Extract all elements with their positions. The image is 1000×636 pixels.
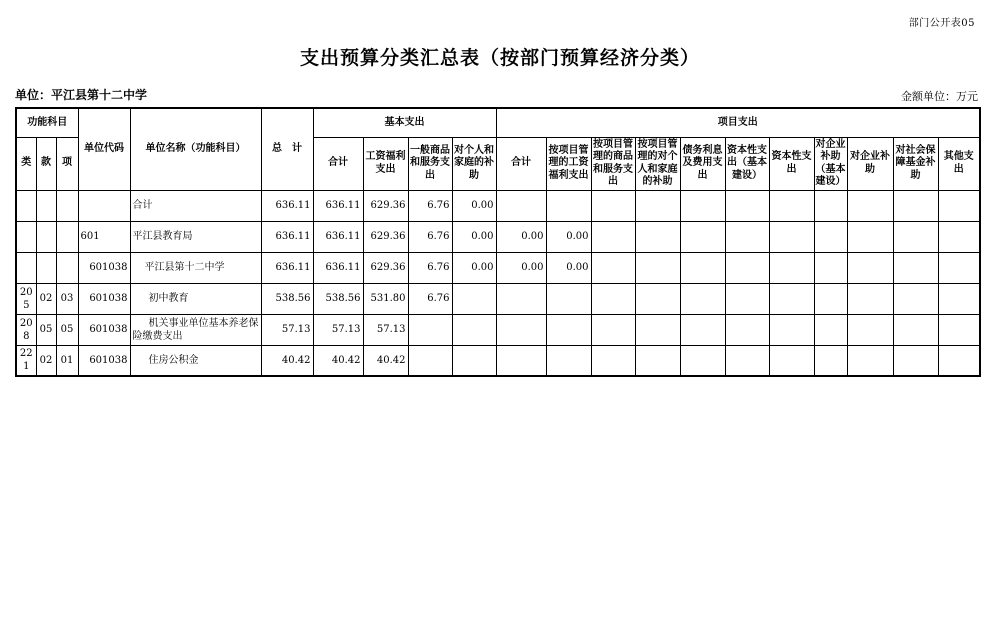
amount-unit-label: 金额单位：万元 <box>901 90 978 103</box>
unit-name-cell: 机关事业单位基本养老保险缴费支出 <box>130 314 261 345</box>
value-cell <box>680 283 725 314</box>
value-cell <box>769 221 814 252</box>
value-cell <box>591 190 635 221</box>
class-cell <box>16 221 36 252</box>
col-header-project-individual-family: 按项目管理的对个人和家庭的补助 <box>635 137 680 190</box>
value-cell <box>725 252 769 283</box>
value-cell <box>769 345 814 376</box>
form-number-note: 部门公开表05 <box>908 18 975 29</box>
unit-name-cell: 住房公积金 <box>130 345 261 376</box>
col-group-functional-subject: 功能科目 <box>16 108 78 137</box>
col-header-project-wages-welfare: 按项目管理的工资福利支出 <box>546 137 591 190</box>
col-header-debt-interest-fees: 债务利息及费用支出 <box>680 137 725 190</box>
value-cell <box>893 190 938 221</box>
value-cell <box>847 190 893 221</box>
value-cell <box>680 314 725 345</box>
value-cell <box>496 283 546 314</box>
unit-name-cell: 初中教育 <box>130 283 261 314</box>
value-cell: 629.36 <box>363 190 408 221</box>
value-cell <box>847 345 893 376</box>
value-cell: 636.11 <box>261 190 313 221</box>
value-cell: 0.00 <box>496 252 546 283</box>
table-row <box>16 252 980 283</box>
col-group-project-expenditure: 项目支出 <box>496 108 980 137</box>
clause-cell: 02 <box>36 345 56 376</box>
value-cell <box>591 221 635 252</box>
unit-code-cell: 601038 <box>78 252 130 283</box>
unit-code-cell: 601038 <box>78 283 130 314</box>
col-header-project-subtotal: 合计 <box>496 137 546 190</box>
value-cell <box>635 283 680 314</box>
value-cell <box>814 314 847 345</box>
item-cell: 01 <box>56 345 78 376</box>
value-cell: 0.00 <box>546 252 591 283</box>
col-header-class: 类 <box>16 137 36 190</box>
value-cell <box>408 314 452 345</box>
value-cell <box>725 190 769 221</box>
value-cell <box>893 314 938 345</box>
value-cell <box>938 221 980 252</box>
value-cell <box>546 283 591 314</box>
value-cell <box>680 252 725 283</box>
header-group-row <box>16 108 980 137</box>
value-cell <box>452 345 496 376</box>
value-cell: 40.42 <box>313 345 363 376</box>
col-header-enterprise-subsidy-basic-construction: 对企业补助（基本建设） <box>814 137 847 190</box>
value-cell <box>893 252 938 283</box>
value-cell <box>814 221 847 252</box>
col-header-project-goods-services: 按项目管理的商品和服务支出 <box>591 137 635 190</box>
value-cell <box>496 314 546 345</box>
value-cell <box>769 190 814 221</box>
value-cell <box>893 221 938 252</box>
value-cell <box>769 283 814 314</box>
page-title: 支出预算分类汇总表（按部门预算经济分类） <box>299 47 700 69</box>
value-cell <box>769 314 814 345</box>
class-cell: 208 <box>16 314 36 345</box>
value-cell <box>680 190 725 221</box>
col-header-item: 项 <box>56 137 78 190</box>
value-cell: 538.56 <box>313 283 363 314</box>
value-cell: 629.36 <box>363 221 408 252</box>
col-header-grand-total: 总 计 <box>261 108 313 190</box>
value-cell <box>496 190 546 221</box>
value-cell <box>546 345 591 376</box>
value-cell <box>769 252 814 283</box>
value-cell: 57.13 <box>363 314 408 345</box>
table-row <box>16 345 980 376</box>
table-row <box>16 221 980 252</box>
unit-code-cell: 601 <box>78 221 130 252</box>
value-cell: 57.13 <box>261 314 313 345</box>
col-header-individual-family-subsidy: 对个人和家庭的补助 <box>452 137 496 190</box>
value-cell <box>938 283 980 314</box>
unit-name-cell: 合计 <box>130 190 261 221</box>
value-cell: 57.13 <box>313 314 363 345</box>
value-cell <box>635 221 680 252</box>
value-cell <box>725 345 769 376</box>
clause-cell: 02 <box>36 283 56 314</box>
value-cell: 636.11 <box>313 252 363 283</box>
value-cell: 0.00 <box>496 221 546 252</box>
value-cell <box>847 314 893 345</box>
value-cell <box>635 252 680 283</box>
table-row <box>16 190 980 221</box>
value-cell <box>680 345 725 376</box>
value-cell: 6.76 <box>408 190 452 221</box>
value-cell <box>725 314 769 345</box>
value-cell: 636.11 <box>261 252 313 283</box>
value-cell: 6.76 <box>408 283 452 314</box>
value-cell <box>847 221 893 252</box>
item-cell <box>56 221 78 252</box>
item-cell <box>56 190 78 221</box>
value-cell <box>591 314 635 345</box>
item-cell: 05 <box>56 314 78 345</box>
value-cell <box>452 283 496 314</box>
value-cell: 40.42 <box>363 345 408 376</box>
value-cell <box>591 252 635 283</box>
value-cell <box>938 190 980 221</box>
value-cell <box>591 345 635 376</box>
unit-code-cell: 601038 <box>78 345 130 376</box>
class-cell: 205 <box>16 283 36 314</box>
class-cell <box>16 190 36 221</box>
col-header-unit-code: 单位代码 <box>78 108 130 190</box>
value-cell: 0.00 <box>452 221 496 252</box>
value-cell: 40.42 <box>261 345 313 376</box>
unit-code-cell <box>78 190 130 221</box>
col-header-other-expenditure: 其他支出 <box>938 137 980 190</box>
col-header-unit-name: 单位名称（功能科目） <box>130 108 261 190</box>
value-cell <box>938 314 980 345</box>
col-header-clause: 款 <box>36 137 56 190</box>
value-cell <box>814 252 847 283</box>
value-cell <box>938 345 980 376</box>
value-cell <box>814 283 847 314</box>
value-cell <box>814 190 847 221</box>
value-cell: 538.56 <box>261 283 313 314</box>
clause-cell: 05 <box>36 314 56 345</box>
value-cell <box>814 345 847 376</box>
budget-table <box>15 107 981 377</box>
value-cell <box>680 221 725 252</box>
value-cell <box>546 190 591 221</box>
value-cell: 531.80 <box>363 283 408 314</box>
unit-label: 单位：平江县第十二中学 <box>15 88 148 102</box>
unit-code-cell: 601038 <box>78 314 130 345</box>
class-cell <box>16 252 36 283</box>
col-group-basic-expenditure: 基本支出 <box>313 108 496 137</box>
value-cell <box>893 283 938 314</box>
col-header-goods-services: 一般商品和服务支出 <box>408 137 452 190</box>
value-cell: 636.11 <box>261 221 313 252</box>
value-cell <box>847 283 893 314</box>
value-cell: 0.00 <box>452 252 496 283</box>
clause-cell <box>36 190 56 221</box>
value-cell <box>635 314 680 345</box>
value-cell <box>725 283 769 314</box>
col-header-wages-welfare: 工资福利支出 <box>363 137 408 190</box>
value-cell <box>408 345 452 376</box>
value-cell <box>496 345 546 376</box>
col-header-capital-expenditure: 资本性支出 <box>769 137 814 190</box>
value-cell: 629.36 <box>363 252 408 283</box>
table-row <box>16 314 980 345</box>
unit-name-cell: 平江县第十二中学 <box>130 252 261 283</box>
value-cell <box>725 221 769 252</box>
value-cell: 0.00 <box>452 190 496 221</box>
table-row <box>16 283 980 314</box>
value-cell <box>635 190 680 221</box>
unit-name-cell: 平江县教育局 <box>130 221 261 252</box>
value-cell: 636.11 <box>313 190 363 221</box>
col-header-basic-subtotal: 合计 <box>313 137 363 190</box>
clause-cell <box>36 252 56 283</box>
item-cell <box>56 252 78 283</box>
col-header-enterprise-subsidy: 对企业补助 <box>847 137 893 190</box>
value-cell <box>938 252 980 283</box>
col-header-capital-basic-construction: 资本性支出（基本建设） <box>725 137 769 190</box>
value-cell <box>635 345 680 376</box>
value-cell <box>893 345 938 376</box>
value-cell: 6.76 <box>408 221 452 252</box>
clause-cell <box>36 221 56 252</box>
value-cell <box>546 314 591 345</box>
value-cell <box>591 283 635 314</box>
value-cell: 636.11 <box>313 221 363 252</box>
value-cell <box>847 252 893 283</box>
value-cell: 6.76 <box>408 252 452 283</box>
value-cell: 0.00 <box>546 221 591 252</box>
value-cell <box>452 314 496 345</box>
class-cell: 221 <box>16 345 36 376</box>
item-cell: 03 <box>56 283 78 314</box>
col-header-social-security-fund-subsidy: 对社会保障基金补助 <box>893 137 938 190</box>
